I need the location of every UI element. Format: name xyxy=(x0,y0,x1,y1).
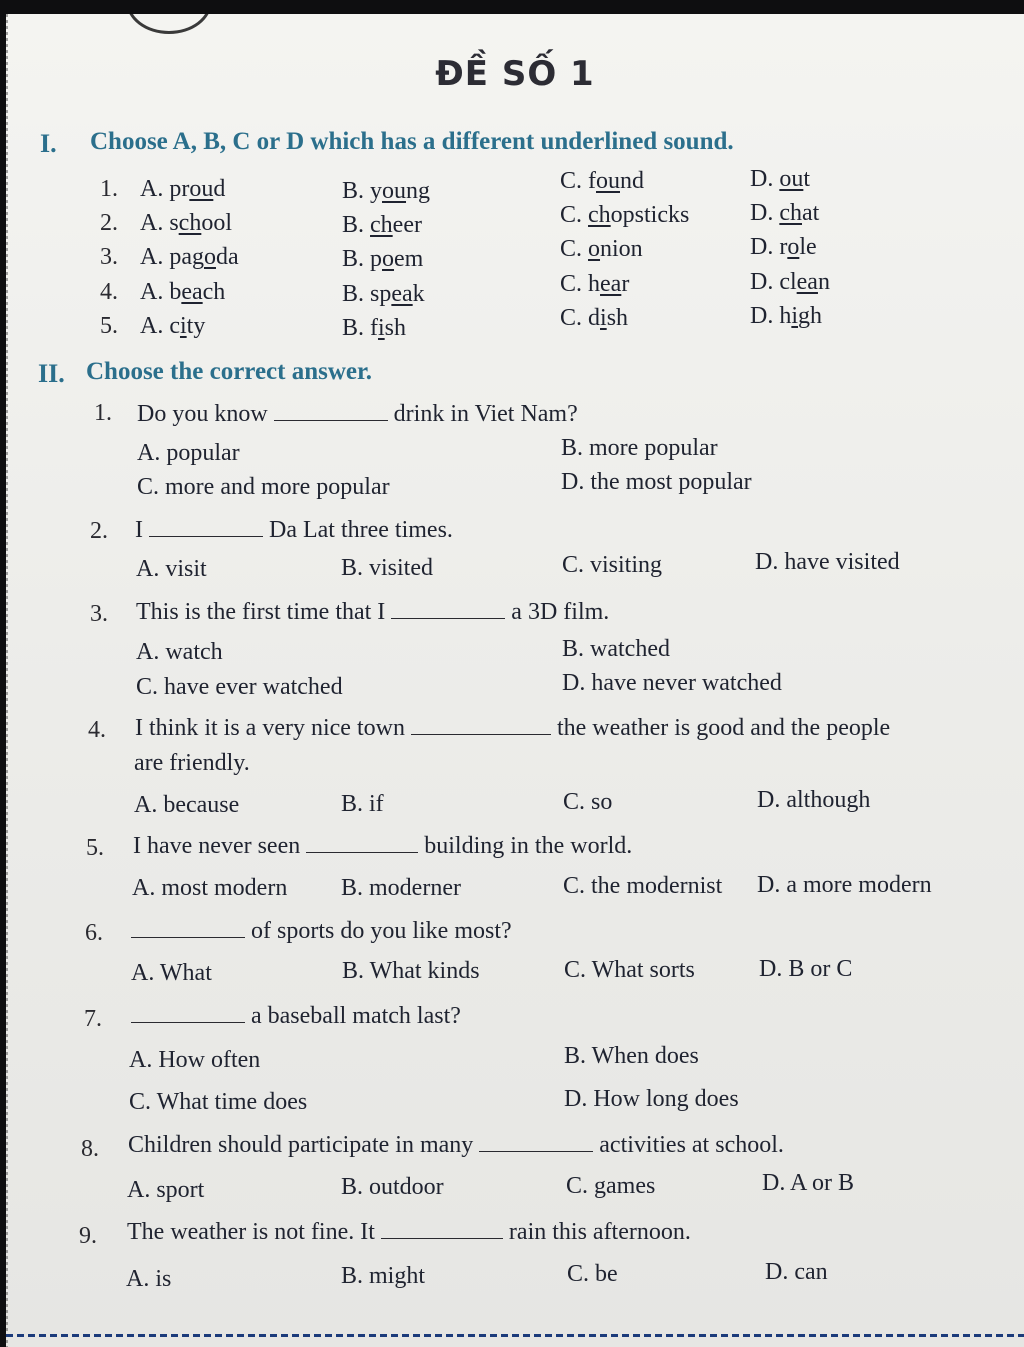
option-c[interactable]: C. found xyxy=(560,168,644,194)
option-d[interactable]: D. chat xyxy=(750,200,820,226)
bottom-dashed-border xyxy=(6,1334,1024,1337)
decorative-arc xyxy=(126,14,212,34)
underlined-sound: ea xyxy=(181,279,203,305)
option-c[interactable]: C. more and more popular xyxy=(137,474,390,500)
question-stem: Children should participate in many activities at school. xyxy=(128,1132,784,1158)
underlined-sound: i xyxy=(179,313,187,339)
answer-blank[interactable] xyxy=(131,1002,245,1023)
option-b[interactable]: B. speak xyxy=(342,281,425,307)
section-2-instruction: Choose the correct answer. xyxy=(86,358,373,385)
question-stem: I have never seen building in the world. xyxy=(133,833,633,859)
option-b[interactable]: B. visited xyxy=(341,555,434,581)
underlined-sound: o xyxy=(203,244,216,270)
page-title: ĐỀ SỐ 1 xyxy=(435,54,595,94)
answer-blank[interactable] xyxy=(149,516,263,537)
option-c[interactable]: C. hear xyxy=(560,271,630,297)
question-stem: of sports do you like most? xyxy=(131,917,512,945)
underlined-sound: ou xyxy=(189,176,214,202)
answer-blank[interactable] xyxy=(306,832,418,853)
option-c[interactable]: C. so xyxy=(563,789,613,815)
item-number: 5. xyxy=(100,313,118,339)
option-b[interactable]: B. moderner xyxy=(341,875,461,901)
underlined-sound: ch xyxy=(370,212,393,238)
underlined-sound: i xyxy=(791,303,799,329)
option-a[interactable]: A. visit xyxy=(136,556,207,582)
question-number: 8. xyxy=(81,1136,99,1162)
option-a[interactable]: A. beach xyxy=(140,279,226,305)
option-d[interactable]: D. A or B xyxy=(762,1170,855,1196)
underlined-sound: o xyxy=(382,246,395,272)
option-b[interactable]: B. outdoor xyxy=(341,1174,444,1200)
option-c[interactable]: C. visiting xyxy=(562,552,663,578)
section-1-instruction: Choose A, B, C or D which has a different underlined sound. xyxy=(90,128,734,155)
option-b[interactable]: B. watched xyxy=(562,636,670,662)
section-2-number: II. xyxy=(38,359,65,388)
option-c[interactable]: C. chopsticks xyxy=(560,202,690,228)
answer-blank[interactable] xyxy=(479,1131,593,1152)
option-b[interactable]: B. When does xyxy=(564,1043,699,1069)
question-number: 6. xyxy=(85,920,103,946)
question-continuation: are friendly. xyxy=(134,750,250,776)
underlined-sound: ou xyxy=(382,178,407,204)
option-a[interactable]: A. most modern xyxy=(132,875,288,901)
option-b[interactable]: B. What kinds xyxy=(342,958,480,984)
option-a[interactable]: A. city xyxy=(140,313,206,339)
option-d[interactable]: D. high xyxy=(750,303,823,329)
item-number: 3. xyxy=(100,244,118,270)
option-d[interactable]: D. the most popular xyxy=(561,469,752,495)
question-number: 2. xyxy=(90,518,108,544)
item-number: 4. xyxy=(100,279,118,305)
option-c[interactable]: C. be xyxy=(567,1261,618,1287)
question-number: 5. xyxy=(86,835,104,861)
question-stem: This is the first time that I a 3D film. xyxy=(136,599,610,625)
option-d[interactable]: D. have never watched xyxy=(562,670,782,696)
option-b[interactable]: B. cheer xyxy=(342,212,422,238)
worksheet-page xyxy=(6,14,1024,1347)
option-d[interactable]: D. have visited xyxy=(755,549,900,575)
option-a[interactable]: A. because xyxy=(134,792,240,818)
answer-blank[interactable] xyxy=(391,598,505,619)
option-c[interactable]: C. games xyxy=(566,1173,656,1199)
item-number: 2. xyxy=(100,210,118,236)
option-c[interactable]: C. What sorts xyxy=(564,957,695,983)
option-d[interactable]: D. a more modern xyxy=(757,872,932,898)
question-number: 4. xyxy=(88,717,106,743)
option-a[interactable]: A. sport xyxy=(127,1177,205,1203)
underlined-sound: ea xyxy=(600,271,622,297)
underlined-sound: ch xyxy=(779,200,802,226)
option-d[interactable]: D. clean xyxy=(750,269,830,295)
option-d[interactable]: D. role xyxy=(750,234,817,260)
option-b[interactable]: B. more popular xyxy=(561,435,718,461)
underlined-sound: o xyxy=(787,234,800,260)
question-stem: I Da Lat three times. xyxy=(135,517,453,543)
underlined-sound: i xyxy=(600,305,607,331)
option-c[interactable]: C. the modernist xyxy=(563,873,723,899)
option-b[interactable]: B. might xyxy=(341,1263,426,1289)
question-number: 7. xyxy=(84,1006,102,1032)
answer-blank[interactable] xyxy=(274,400,388,421)
option-d[interactable]: D. can xyxy=(765,1259,828,1285)
option-a[interactable]: A. watch xyxy=(136,639,223,665)
underlined-sound: ea xyxy=(796,269,818,295)
option-a[interactable]: A. proud xyxy=(140,176,226,202)
underlined-sound: ou xyxy=(779,166,804,192)
option-c[interactable]: C. onion xyxy=(560,236,643,262)
option-a[interactable]: A. is xyxy=(126,1266,172,1292)
question-number: 3. xyxy=(90,601,108,627)
option-d[interactable]: D. although xyxy=(757,787,871,813)
option-a[interactable]: A. school xyxy=(140,210,232,236)
underlined-sound: ea xyxy=(391,281,413,307)
underlined-sound: ou xyxy=(596,168,620,194)
question-stem: I think it is a very nice town the weather is good and the people xyxy=(135,715,891,741)
option-c[interactable]: C. What time does xyxy=(129,1089,308,1115)
question-number: 9. xyxy=(79,1223,97,1249)
answer-blank[interactable] xyxy=(411,714,551,735)
question-stem: Do you know drink in Viet Nam? xyxy=(137,401,578,427)
option-d[interactable]: D. How long does xyxy=(564,1086,739,1112)
underlined-sound: o xyxy=(588,236,601,262)
option-b[interactable]: B. poem xyxy=(342,246,424,272)
question-stem: The weather is not fine. It rain this afternoon. xyxy=(127,1219,691,1245)
underlined-sound: i xyxy=(378,315,385,341)
option-b[interactable]: B. fish xyxy=(342,315,407,341)
margin-rule xyxy=(6,14,8,1347)
underlined-sound: ch xyxy=(588,202,611,228)
option-a[interactable]: A. How often xyxy=(129,1047,261,1073)
option-b[interactable]: B. young xyxy=(342,178,431,204)
option-d[interactable]: D. out xyxy=(750,166,811,192)
option-a[interactable]: A. popular xyxy=(137,440,240,466)
answer-blank[interactable] xyxy=(131,917,245,938)
answer-blank[interactable] xyxy=(381,1218,503,1239)
option-a[interactable]: A. pagoda xyxy=(140,244,239,270)
item-number: 1. xyxy=(100,176,118,202)
option-c[interactable]: C. have ever watched xyxy=(136,674,343,700)
section-1-number: I. xyxy=(40,129,57,158)
option-a[interactable]: A. What xyxy=(131,960,212,986)
option-c[interactable]: C. dish xyxy=(560,305,629,331)
question-stem: a baseball match last? xyxy=(131,1002,461,1030)
question-number: 1. xyxy=(94,400,112,426)
underlined-sound: ch xyxy=(178,210,202,236)
option-b[interactable]: B. if xyxy=(341,791,384,817)
option-d[interactable]: D. B or C xyxy=(759,956,853,982)
